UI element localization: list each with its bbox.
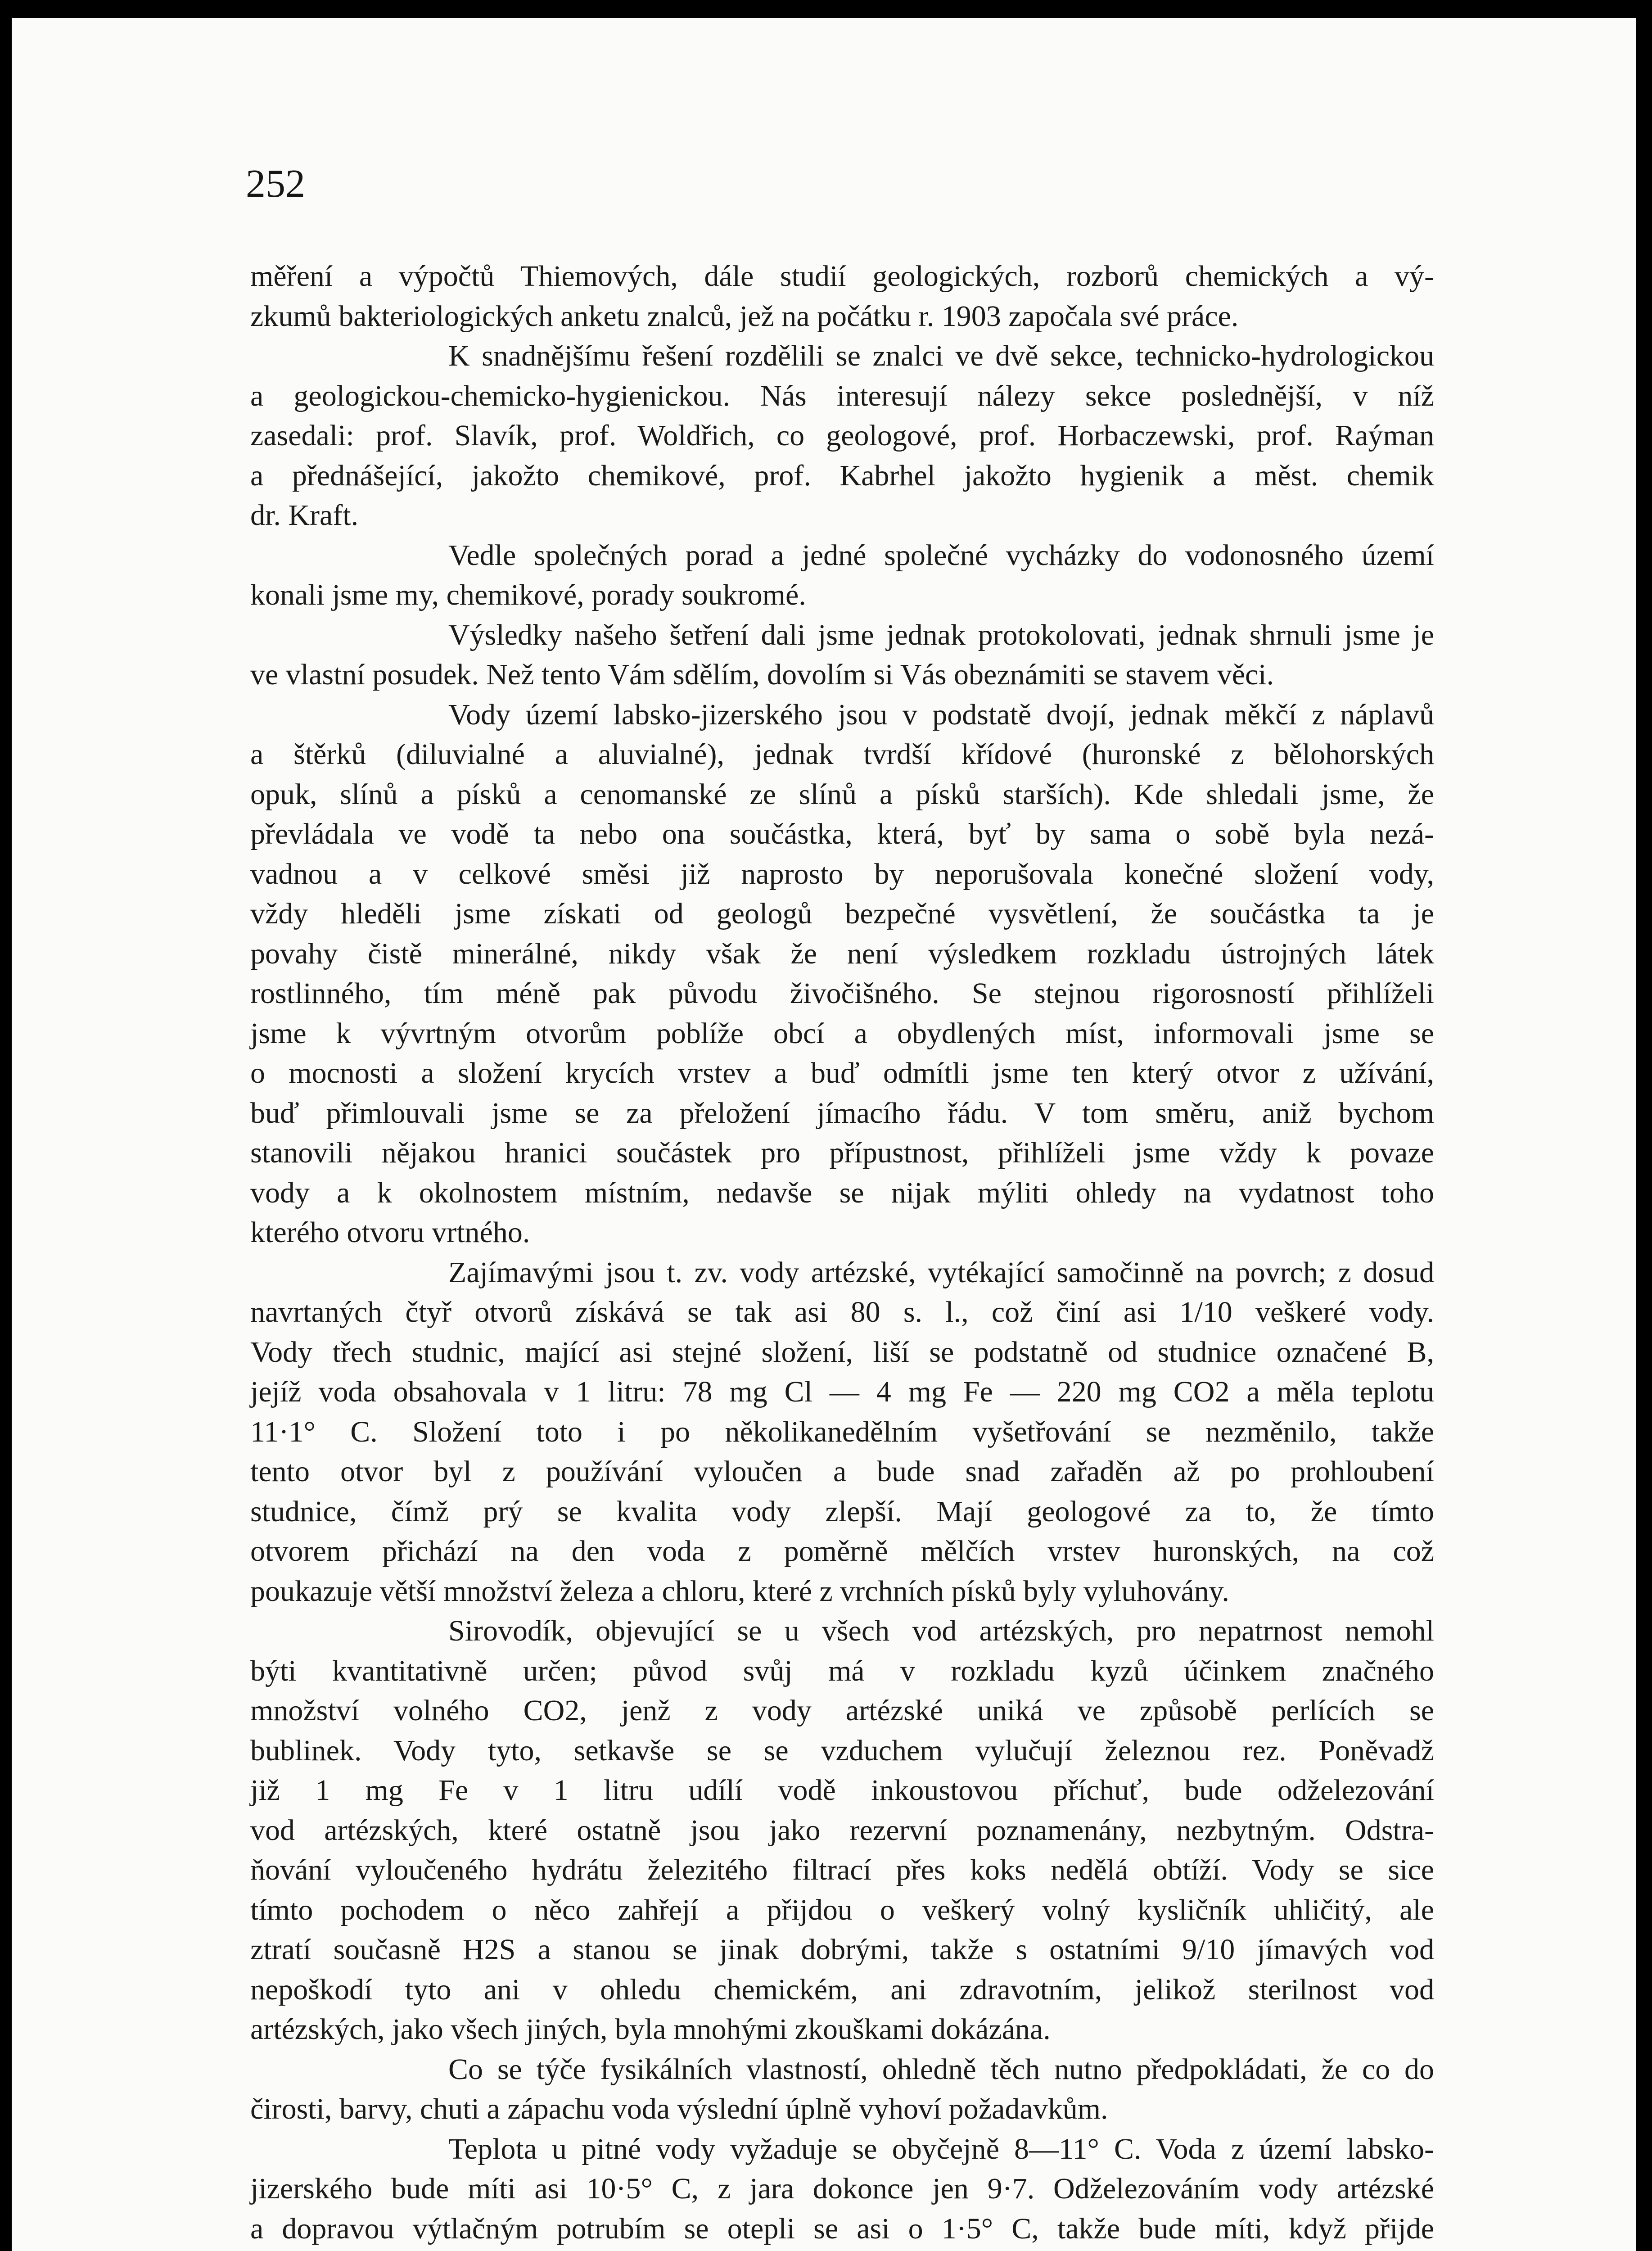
paragraph xyxy=(250,615,1434,695)
text-line: kterého otvoru vrtného. xyxy=(250,1216,530,1249)
text-line: vadnou a v celkové směsi již naprosto by neporušovala konečné složení vody, xyxy=(250,857,1434,890)
text-line: vody a k okolnostem místním, nedavše se nijak mýliti ohledy na vydatnost toho xyxy=(250,1176,1434,1209)
text-line: býti kvantitativně určen; původ svůj má v rozkladu kyzů účinkem značného xyxy=(250,1654,1434,1687)
text-line: studnice, čímž prý se kvalita vody zlepší. Mají geologové za to, že tímto xyxy=(250,1495,1434,1528)
text-line: vždy hleděli jsme získati od geologů bezpečné vysvětlení, že součástka ta je xyxy=(250,897,1434,930)
paragraph xyxy=(250,695,1434,1253)
text-line: ztratí současně H2S a stanou se jinak dobrými, takže s ostatními 9/10 jímavých vod xyxy=(250,1933,1434,1966)
text-line: opuk, slínů a písků a cenomanské ze slínů a písků starších). Kde shledali jsme, že xyxy=(250,777,1434,811)
text-line: a dopravou výtlačným potrubím se otepli se asi o 1·5° C, takže bude míti, když přijde xyxy=(250,2212,1434,2245)
paragraph xyxy=(250,1253,1434,1612)
text-line: Sirovodík, objevující se u všech vod artézských, pro nepatrnost nemohl xyxy=(448,1614,1434,1647)
paragraph xyxy=(250,257,1434,336)
page-number: 252 xyxy=(246,162,305,206)
document-page xyxy=(12,18,1636,2251)
text-line: Teplota u pitné vody vyžaduje se obyčejně 8—11° C. Voda z území labsko- xyxy=(448,2132,1434,2165)
text-line: a geologickou-chemicko-hygienickou. Nás interesují nálezy sekce poslednější, v níž xyxy=(250,379,1434,412)
text-line: čirosti, barvy, chuti a zápachu voda výslední úplně vyhoví požadavkům. xyxy=(250,2093,1108,2125)
text-line: poukazuje větší množství železa a chloru, které z vrchních písků byly vyluhovány. xyxy=(250,1574,1229,1608)
text-line: buď přimlouvali jsme se za přeložení jímacího řádu. V tom směru, aniž bychom xyxy=(250,1096,1434,1130)
text-line: nepoškodí tyto ani v ohledu chemickém, ani zdravotním, jelikož sterilnost vod xyxy=(250,1973,1434,2006)
text-line: o mocnosti a složení krycích vrstev a buď odmítli jsme ten který otvor z užívání, xyxy=(250,1057,1434,1089)
paragraph xyxy=(250,2129,1434,2251)
text-line: tento otvor byl z používání vyloučen a bude snad zařaděn až po prohloubení xyxy=(250,1455,1434,1488)
text-line: Vody třech studnic, mající asi stejné složení, liší se podstatně od studnice označené B, xyxy=(250,1335,1434,1369)
text-line xyxy=(250,2249,1434,2251)
text-line: tímto pochodem o něco zahřejí a přijdou o veškerý volný kysličník uhličitý, ale xyxy=(250,1893,1434,1926)
text-line: navrtaných čtyř otvorů získává se tak asi 80 s. l., což činí asi 1/10 veškeré vody. xyxy=(250,1296,1434,1329)
text-line: 11·1° C. Složení toto i po několikanedělním vyšetřování se nezměnilo, takže xyxy=(250,1415,1434,1448)
paragraph xyxy=(250,1611,1434,2050)
text-line: ve vlastní posudek. Než tento Vám sdělím, dovolím si Vás obeznámiti se stavem věci. xyxy=(250,658,1274,691)
text-line: povahy čistě minerálné, nikdy však že není výsledkem rozkladu ústrojných látek xyxy=(250,937,1434,970)
text-line: již 1 mg Fe v 1 litru udílí vodě inkoustovou příchuť, bude odželezování xyxy=(250,1774,1434,1807)
text-line: bublinek. Vody tyto, setkavše se se vzduchem vylučují železnou rez. Poněvadž xyxy=(250,1734,1434,1767)
text-line: jizerského bude míti asi 10·5° C, z jara dokonce jen 9·7. Odželezováním vody artézské xyxy=(250,2172,1434,2205)
text-line: stanovili nějakou hranici součástek pro přípustnost, přihlíželi jsme vždy k povaze xyxy=(250,1136,1434,1169)
text-line: Zajímavými jsou t. zv. vody artézské, vytékající samočinně na povrch; z dosud xyxy=(448,1256,1434,1289)
text-line: a štěrků (diluvialné a aluvialné), jednak tvrdší křídové (huronské z bělohorských xyxy=(250,738,1434,771)
text-line: převládala ve vodě ta nebo ona součástka, která, byť by sama o sobě byla nezá- xyxy=(250,818,1434,850)
text-line: zasedali: prof. Slavík, prof. Woldřich, co geologové, prof. Horbaczewski, prof. Raýman xyxy=(250,419,1434,452)
text-line: K snadnějšímu řešení rozdělili se znalci ve dvě sekce, technicko-hydrologickou xyxy=(448,339,1434,372)
text-line: Co se týče fysikálních vlastností, ohledně těch nutno předpokládati, že co do xyxy=(448,2052,1434,2086)
text-line: dr. Kraft. xyxy=(250,499,359,532)
text-line: Výsledky našeho šetření dali jsme jednak protokolovati, jednak shrnuli jsme je xyxy=(448,618,1434,651)
text-line: rostlinného, tím méně pak původu živočišného. Se stejnou rigorosností přihlíželi xyxy=(250,977,1434,1010)
text-line: množství volného CO2, jenž z vody artézské uniká ve způsobě perlících se xyxy=(250,1694,1434,1727)
text-line: vod artézských, které ostatně jsou jako rezervní poznamenány, nezbytným. Odstra- xyxy=(250,1813,1434,1847)
paragraph xyxy=(250,536,1434,615)
text-line: Vedle společných porad a jedné společné vycházky do vodonosného území xyxy=(448,538,1434,572)
text-line: konali jsme my, chemikové, porady soukromé. xyxy=(250,579,806,611)
text-line: zkumů bakteriologických anketu znalců, jež na počátku r. 1903 započala své práce. xyxy=(250,299,1239,333)
paragraph xyxy=(250,2050,1434,2129)
text-line: jejíž voda obsahovala v 1 litru: 78 mg Cl — 4 mg Fe — 220 mg CO2 a měla teplotu xyxy=(250,1375,1434,1408)
body-text xyxy=(250,257,1434,2251)
text-line: měření a výpočtů Thiemových, dále studií geologických, rozborů chemických a vý- xyxy=(250,260,1434,293)
text-line: a přednášející, jakožto chemikové, prof. Kabrhel jakožto hygienik a měst. chemik xyxy=(250,459,1434,492)
text-line: Vody území labsko-jizerského jsou v podstatě dvojí, jednak měkčí z náplavů xyxy=(448,698,1434,731)
paragraph xyxy=(250,336,1434,536)
text-line: otvorem přichází na den voda z poměrně mělčích vrstev huronských, na což xyxy=(250,1535,1434,1568)
text-line: artézských, jako všech jiných, byla mnohými zkouškami dokázána. xyxy=(250,2013,1051,2046)
text-line: ňování vyloučeného hydrátu železitého filtrací přes koks nedělá obtíží. Vody se sice xyxy=(250,1853,1434,1886)
text-line: jsme k vývrtným otvorům poblíže obcí a obydlených míst, informovali jsme se xyxy=(250,1017,1434,1050)
